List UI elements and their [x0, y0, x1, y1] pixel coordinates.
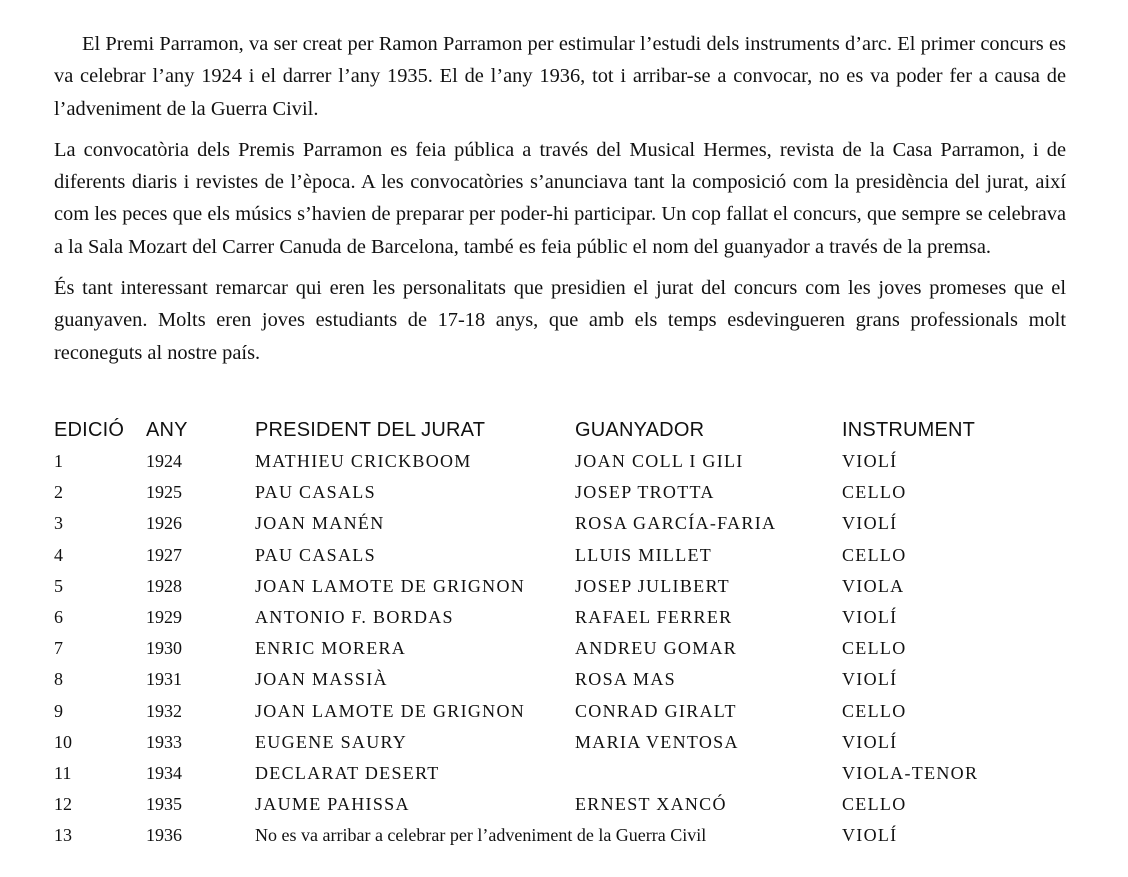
table-row [54, 633, 1002, 664]
cell-edicio: 11 [54, 762, 72, 783]
cell-instrument: VIOLÍ [842, 825, 898, 846]
cell-any: 1932 [146, 700, 182, 721]
paragraph-convocation: La convocatòria dels Premis Parramon es feia pública a través del Musical Hermes, revista de la Casa Parramon, i de diferents diaris i revistes de l’època. A les convocatòries s’anunciava tant la composició com la presidència del jurat, així com les peces que els músics s’havien de preparar per poder-hi participar. Un cop fallat el concurs, que sempre se celebrava a la Sala Mozart del Carrer Canuda de Barcelona, també es feia públic el nom del guanyador a través de la premsa. [54, 138, 1066, 258]
cell-any: 1936 [146, 825, 182, 846]
cell-instrument: VIOLÍ [842, 731, 898, 752]
document-body [54, 28, 1066, 378]
cell-any: 1934 [146, 762, 182, 783]
cell-instrument: VIOLÍ [842, 513, 898, 534]
table-row [54, 664, 1002, 695]
cell-instrument: CELLO [842, 794, 907, 815]
cell-president: DECLARAT DESERT [255, 762, 440, 783]
cell-edicio: 6 [54, 607, 63, 628]
cell-guanyador: LLUIS MILLET [575, 544, 713, 565]
cell-edicio: 13 [54, 825, 72, 846]
prize-winners-table [54, 415, 1002, 851]
paragraph-personalities: És tant interessant remarcar qui eren les personalitats que presidien el jurat del concurs com les joves promeses que el guanyaven. Molts eren joves estudiants de 17-18 anys, que amb els temps esdevingueren grans professionals molt reconeguts al nostre país. [54, 277, 1066, 364]
cell-edicio: 10 [54, 731, 72, 752]
cell-guanyador: JOSEP JULIBERT [575, 575, 730, 596]
cell-not-held-note: No es va arribar a celebrar per l’adveniment de la Guerra Civil [255, 825, 707, 846]
cell-any: 1931 [146, 669, 182, 690]
cell-instrument: VIOLÍ [842, 607, 898, 628]
cell-guanyador [575, 758, 842, 789]
cell-edicio: 2 [54, 482, 63, 503]
paragraph-intro: El Premi Parramon, va ser creat per Ramon Parramon per estimular l’estudi dels instruments d’arc. El primer concurs es va celebrar l’any 1924 i el darrer l’any 1935. El de l’any 1936, tot i arribar-se a convocar, no es va poder fer a causa de l’adveniment de la Guerra Civil. [54, 33, 1066, 120]
cell-guanyador: RAFAEL FERRER [575, 607, 733, 628]
cell-president: JOAN MANÉN [255, 513, 385, 534]
table-row [54, 789, 1002, 820]
cell-any: 1933 [146, 731, 182, 752]
cell-guanyador: JOAN COLL I GILI [575, 451, 744, 472]
cell-president: EUGENE SAURY [255, 731, 408, 752]
cell-guanyador: JOSEP TROTTA [575, 482, 715, 503]
cell-any: 1926 [146, 513, 182, 534]
cell-instrument: VIOLÍ [842, 669, 898, 690]
cell-president: ENRIC MORERA [255, 638, 407, 659]
table-row-last [54, 820, 1002, 851]
cell-edicio: 7 [54, 638, 63, 659]
cell-president: ANTONIO F. BORDAS [255, 607, 454, 628]
cell-guanyador: ERNEST XANCÓ [575, 794, 727, 815]
cell-guanyador: ROSA MAS [575, 669, 676, 690]
table-row [54, 571, 1002, 602]
cell-any: 1935 [146, 794, 182, 815]
table-row [54, 727, 1002, 758]
cell-instrument: CELLO [842, 638, 907, 659]
cell-president: JOAN LAMOTE DE GRIGNON [255, 575, 526, 596]
cell-edicio: 5 [54, 575, 63, 596]
cell-edicio: 1 [54, 451, 63, 472]
cell-any: 1930 [146, 638, 182, 659]
table-row [54, 602, 1002, 633]
table-body [54, 446, 1002, 851]
cell-president: PAU CASALS [255, 544, 376, 565]
header-guanyador: GUANYADOR [575, 419, 705, 441]
cell-edicio: 4 [54, 544, 63, 565]
table-row [54, 446, 1002, 477]
cell-any: 1924 [146, 451, 182, 472]
cell-edicio: 9 [54, 700, 63, 721]
cell-president: PAU CASALS [255, 482, 376, 503]
cell-guanyador: MARIA VENTOSA [575, 731, 739, 752]
table-row [54, 540, 1002, 571]
cell-edicio: 12 [54, 794, 72, 815]
cell-any: 1928 [146, 575, 182, 596]
table-row [54, 477, 1002, 508]
header-president: PRESIDENT DEL JURAT [255, 419, 486, 441]
cell-guanyador: ANDREU GOMAR [575, 638, 738, 659]
cell-president: JOAN LAMOTE DE GRIGNON [255, 700, 526, 721]
cell-any: 1925 [146, 482, 182, 503]
cell-instrument: VIOLA-TENOR [842, 762, 979, 783]
table-row [54, 758, 1002, 789]
header-any: ANY [146, 419, 188, 441]
cell-instrument: CELLO [842, 700, 907, 721]
cell-edicio: 3 [54, 513, 63, 534]
cell-instrument: VIOLÍ [842, 451, 898, 472]
cell-any: 1929 [146, 607, 182, 628]
cell-instrument: CELLO [842, 482, 907, 503]
cell-edicio: 8 [54, 669, 63, 690]
cell-any: 1927 [146, 544, 182, 565]
table-row [54, 696, 1002, 727]
cell-president: JOAN MASSIÀ [255, 669, 388, 690]
cell-instrument: VIOLA [842, 575, 905, 596]
table-header-row [54, 415, 1002, 446]
cell-instrument: CELLO [842, 544, 907, 565]
cell-president: JAUME PAHISSA [255, 794, 410, 815]
cell-guanyador: ROSA GARCÍA-FARIA [575, 513, 777, 534]
cell-guanyador: CONRAD GIRALT [575, 700, 737, 721]
header-instrument: INSTRUMENT [842, 419, 976, 441]
cell-president: MATHIEU CRICKBOOM [255, 451, 472, 472]
header-edicio: EDICIÓ [54, 419, 125, 441]
table-row [54, 508, 1002, 539]
